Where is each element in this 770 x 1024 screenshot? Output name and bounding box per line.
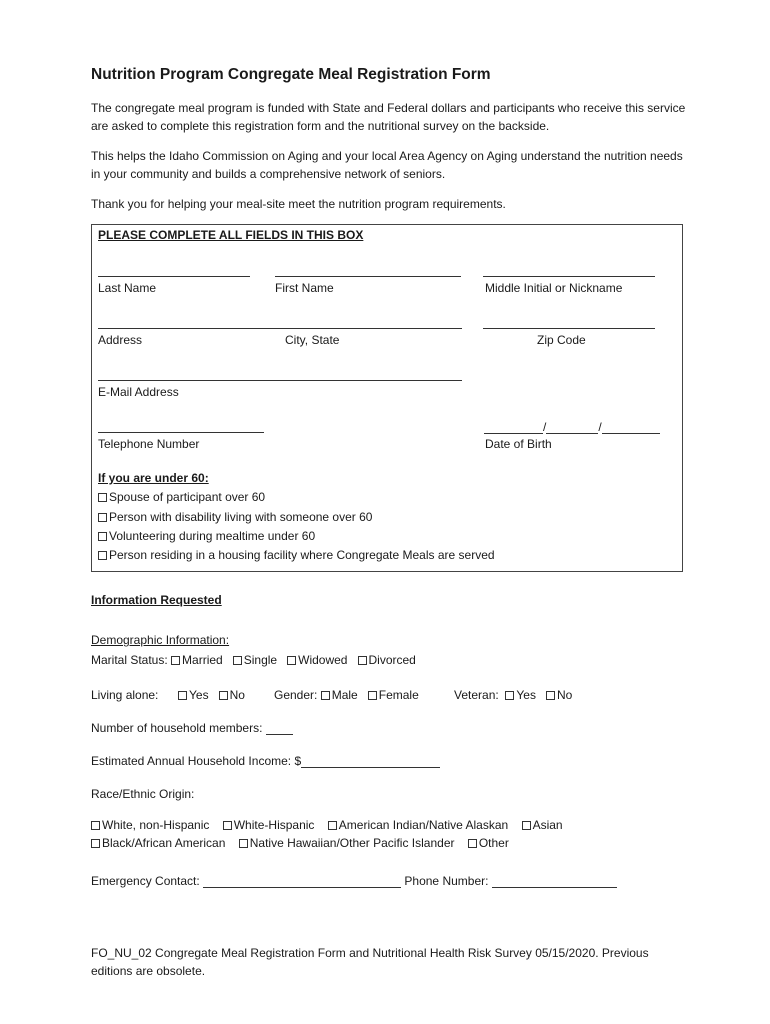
zip-field[interactable]: [483, 328, 655, 329]
checkbox-icon[interactable]: [223, 821, 232, 830]
household-members-field[interactable]: [266, 723, 293, 735]
box-heading: PLEASE COMPLETE ALL FIELDS IN THIS BOX: [98, 228, 364, 242]
option-label: Yes: [516, 688, 536, 702]
checkbox-icon[interactable]: [468, 839, 477, 848]
address-field[interactable]: [98, 328, 462, 329]
checkbox-icon[interactable]: [219, 691, 228, 700]
emergency-contact-row: [91, 874, 617, 888]
demographic-heading: Demographic Information:: [91, 633, 230, 647]
checkbox-icon[interactable]: [239, 839, 248, 848]
emergency-contact-label: Emergency Contact:: [91, 874, 200, 888]
telephone-label: Telephone Number: [98, 437, 200, 451]
checkbox-icon[interactable]: [171, 656, 180, 665]
option-label: Volunteering during mealtime under 60: [109, 529, 316, 543]
under-60-option[interactable]: [98, 510, 372, 524]
zip-label: Zip Code: [537, 333, 586, 347]
marital-status-row: [91, 653, 416, 667]
form-title: Nutrition Program Congregate Meal Registration Form: [91, 66, 491, 83]
option-label: Other: [478, 836, 509, 850]
income-row: [91, 754, 440, 768]
checkbox-icon[interactable]: [91, 839, 100, 848]
option-label: No: [229, 688, 245, 702]
household-members-row: [91, 721, 293, 735]
option-label: Female: [378, 688, 419, 702]
option-label: White, non-Hispanic: [102, 818, 210, 832]
phone-number-label: Phone Number:: [404, 874, 489, 888]
checkbox-icon[interactable]: [321, 691, 330, 700]
emergency-contact-field[interactable]: [203, 876, 401, 888]
last-name-label: Last Name: [98, 281, 157, 295]
veteran-row: [454, 688, 572, 702]
option-label: No: [556, 688, 573, 702]
checkbox-icon[interactable]: [98, 532, 107, 541]
veteran-label: Veteran:: [454, 688, 499, 702]
under-60-heading: If you are under 60:: [98, 471, 209, 485]
option-label: Native Hawaiian/Other Pacific Islander: [249, 836, 455, 850]
income-label: Estimated Annual Household Income: $: [91, 754, 302, 768]
option-label: Spouse of participant over 60: [109, 490, 266, 504]
checkbox-icon[interactable]: [91, 821, 100, 830]
option-label: Black/African American: [102, 836, 226, 850]
income-field[interactable]: [301, 756, 440, 768]
household-members-label: Number of household members:: [91, 721, 263, 735]
option-label: Divorced: [368, 653, 416, 667]
option-label: Married: [182, 653, 223, 667]
option-label: Person residing in a housing facility where Congregate Meals are served: [109, 548, 495, 562]
race-label: Race/Ethnic Origin:: [91, 787, 195, 801]
checkbox-icon[interactable]: [505, 691, 514, 700]
checkbox-icon[interactable]: [546, 691, 555, 700]
checkbox-icon[interactable]: [233, 656, 242, 665]
option-label: White-Hispanic: [233, 818, 315, 832]
option-label: American Indian/Native Alaskan: [338, 818, 509, 832]
checkbox-icon[interactable]: [522, 821, 531, 830]
marital-label: Marital Status:: [91, 653, 168, 667]
under-60-option[interactable]: [98, 490, 265, 504]
checkbox-icon[interactable]: [287, 656, 296, 665]
living-alone-label: Living alone:: [91, 688, 159, 702]
last-name-field[interactable]: [98, 276, 250, 277]
footer-note: FO_NU_02 Congregate Meal Registration Form and Nutritional Health Risk Survey 05/15/2020. Previous editions are obsolete.: [91, 946, 649, 978]
gender-row: [274, 688, 419, 702]
checkbox-icon[interactable]: [98, 493, 107, 502]
intro-paragraph-1: The congregate meal program is funded with State and Federal dollars and participants who receive this service are asked to complete this registration form and the nutritional survey on the backside.: [91, 101, 686, 133]
middle-initial-label: Middle Initial or Nickname: [485, 281, 623, 295]
address-label: Address: [98, 333, 143, 347]
city-state-label: City, State: [285, 333, 340, 347]
info-heading: [91, 593, 284, 607]
option-label: Male: [331, 688, 358, 702]
email-label: E-Mail Address: [98, 385, 179, 399]
option-label: Asian: [532, 818, 563, 832]
checkbox-icon[interactable]: [178, 691, 187, 700]
gender-label: Gender:: [274, 688, 318, 702]
intro-paragraph-3: Thank you for helping your meal-site meet the nutrition program requirements.: [91, 197, 506, 211]
checkbox-icon[interactable]: [368, 691, 377, 700]
option-label: Single: [243, 653, 278, 667]
first-name-label: First Name: [275, 281, 334, 295]
under-60-option[interactable]: [98, 529, 315, 543]
checkbox-icon[interactable]: [358, 656, 367, 665]
intro-paragraph-2: This helps the Idaho Commission on Aging and your local Area Agency on Aging understand the nutrition needs in your community and builds a comprehensive network of seniors.: [91, 149, 683, 181]
first-name-field[interactable]: [275, 276, 461, 277]
checkbox-icon[interactable]: [328, 821, 337, 830]
checkbox-icon[interactable]: [98, 513, 107, 522]
under-60-option[interactable]: [98, 548, 495, 562]
option-label: Person with disability living with someone over 60: [109, 510, 373, 524]
option-label: Widowed: [298, 653, 348, 667]
info-heading-text: Information Requested: [91, 593, 222, 607]
race-options-row-2: [91, 836, 509, 850]
dob-field[interactable]: / /: [484, 420, 660, 434]
race-options-row-1: [91, 818, 563, 832]
email-field[interactable]: [98, 380, 462, 381]
checkbox-icon[interactable]: [98, 551, 107, 560]
telephone-field[interactable]: [98, 432, 264, 433]
dob-label: Date of Birth: [485, 437, 552, 451]
phone-number-field[interactable]: [492, 876, 617, 888]
middle-initial-field[interactable]: [483, 276, 655, 277]
living-alone-options: [178, 688, 245, 702]
option-label: Yes: [189, 688, 209, 702]
